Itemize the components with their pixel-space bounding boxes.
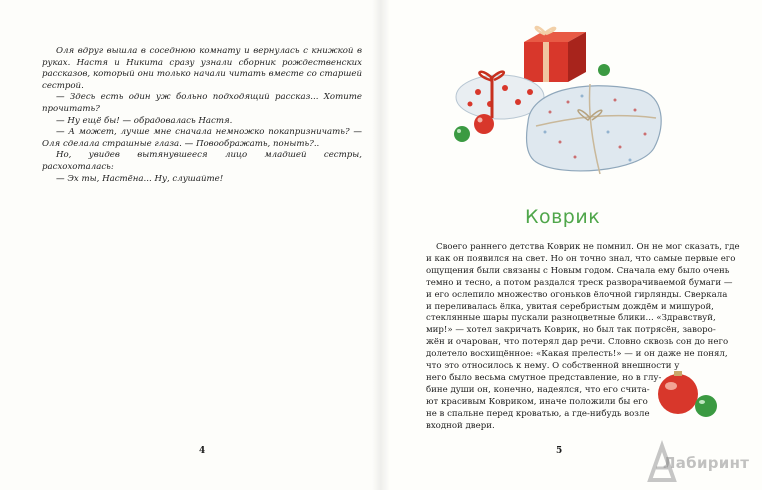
text-line: и как он появился на свет. Но он точно знал, что самые первые его: [426, 253, 736, 264]
green-ornament-icon: [695, 395, 717, 417]
text-line: мир!» — хотел закричать Коврик, но был так потрясён, заворо-: [426, 325, 716, 336]
text-line: что это относилось к нему. О собственной внешности у: [426, 361, 680, 372]
paragraph: Оля вдруг вышла в соседнюю комнату и вернулась с книжкой в руках. Настя и Никита сразу узнали сборник рождественских рассказов, который они только начали читать вместе со старшей сестрой.: [42, 46, 362, 91]
book-gutter: [372, 0, 390, 490]
text-line: входной двери.: [426, 420, 495, 431]
text-line: не в спальне перед кроватью, а где-нибудь возле: [426, 408, 650, 419]
paragraph: — А может, лучше мне сначала немножко покапризничать? — Оля сделала страшные глаза. — Повоображать, поныть?..: [42, 127, 362, 149]
paragraph: — Здесь есть один уж больно подходящий рассказ... Хотите прочитать?: [42, 92, 362, 114]
green-ornament-small-icon: [598, 64, 610, 76]
text-line: темно и тесно, а потом раздался треск разворачиваемой бумаги —: [426, 277, 733, 288]
page-number-left: 4: [199, 446, 206, 456]
paragraph: — Ну ещё бы! — обрадовалась Настя.: [56, 115, 233, 126]
text-line: и переливалась ёлка, увитая серебристым дождём и мишурой,: [426, 301, 714, 312]
left-page-text: [42, 46, 362, 185]
text-line: Своего раннего детства Коврик не помнил. Он не мог сказать, где: [436, 242, 740, 252]
page-number-right: 5: [556, 446, 563, 456]
watermark-text: Лабиринт: [663, 454, 750, 472]
text-line: жён и очарован, что потерял дар речи. Словно сквозь сон до него: [426, 337, 729, 348]
paragraph: — Эх ты, Настёна... Ну, слушайте!: [56, 173, 224, 184]
wrapped-gift-icon: [526, 84, 661, 174]
red-ornament-icon: [658, 374, 698, 414]
text-line: ют красивым Ковриком, иначе положили бы его: [426, 396, 648, 407]
red-ornament-icon: [474, 114, 494, 134]
text-line: бине души он, конечно, надеялся, что его счита-: [426, 384, 650, 395]
chapter-title: Коврик: [525, 206, 601, 228]
text-line: и его ослепило множество огоньков ёлочной гирлянды. Сверкала: [426, 289, 728, 300]
gifts-illustration: [450, 22, 670, 182]
green-ornament-icon: [454, 126, 470, 142]
text-line: него было весьма смутное представление, но в глу-: [426, 372, 662, 383]
text-line: стеклянные шары пускали разноцветные блики... «Здравствуй,: [426, 313, 716, 324]
paragraph: Но, увидев вытянувшееся лицо младшей сестры, расхохоталась:: [42, 150, 362, 172]
text-line: ощущения были связаны с Новым годом. Сначала ему было очень: [426, 265, 730, 276]
text-line: долетело восхищённое: «Какая прелесть!» — и он даже не понял,: [426, 349, 728, 360]
ornaments-illustration: [648, 362, 728, 422]
red-gift-icon: [524, 27, 586, 82]
